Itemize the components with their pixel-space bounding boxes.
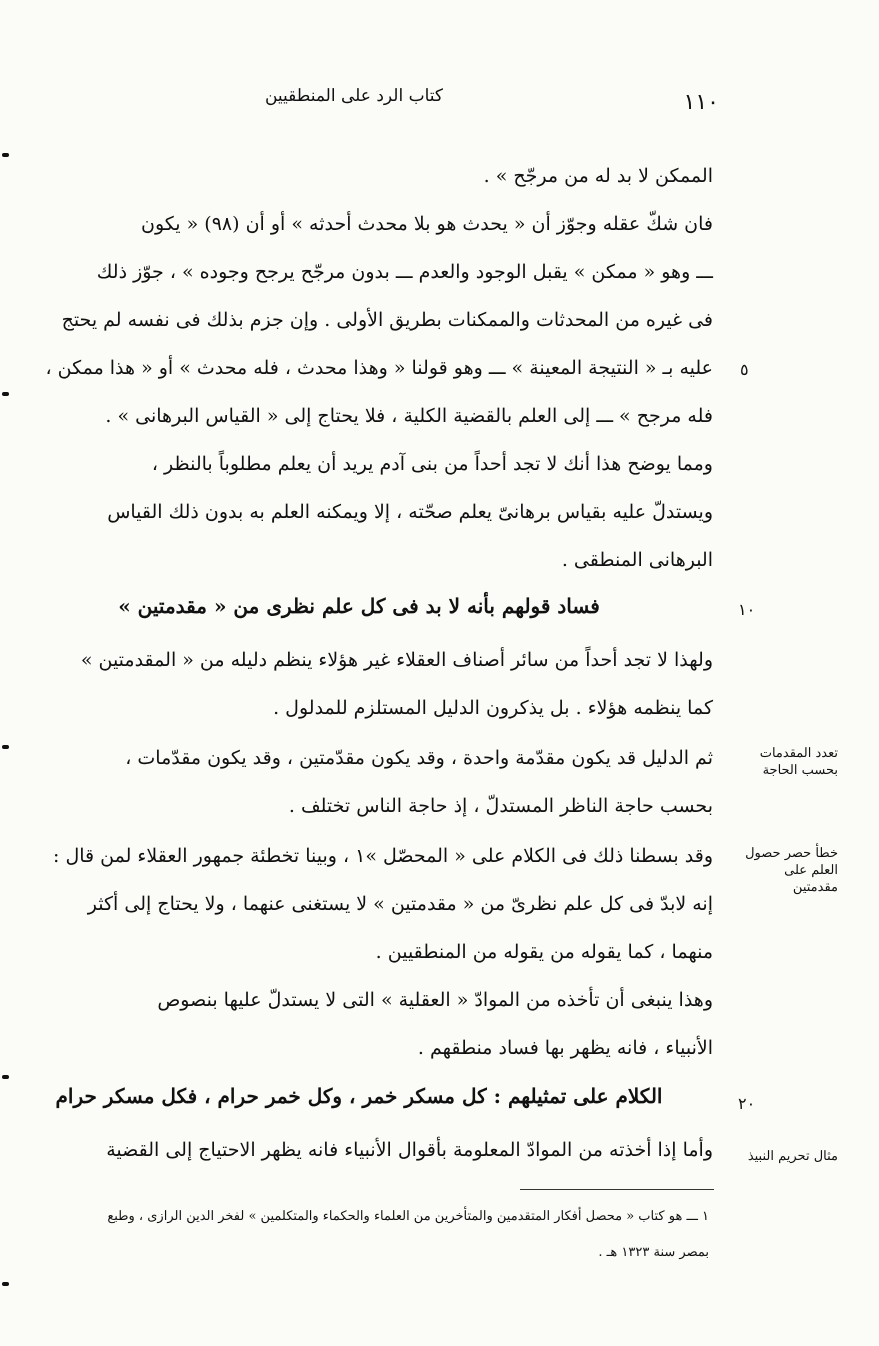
body-line: عليه بـ « النتيجة المعينة » ـــ وهو قولنا « وهذا محدث ، فله محدث » أو « هذا ممكن ، xyxy=(45,357,713,379)
page-number: ١١٠ xyxy=(683,90,719,115)
body-line: فان شكّ عقله وجوّز أن « يحدث هو بلا محدث أحدثه » أو أن (٩٨) « يكون xyxy=(141,213,713,235)
line-number-20: ٢٠ xyxy=(738,1094,756,1113)
margin-note: مثال تحريم النبيذ xyxy=(747,1149,838,1164)
body-line: فى غيره من المحدثات والممكنات بطريق الأولى . وإن جزم بذلك فى نفسه لم يحتج xyxy=(61,309,713,331)
body-line: وهذا ينبغى أن تأخذه من الموادّ « العقلية » التى لا يستدلّ عليها بنصوص xyxy=(157,989,713,1011)
body-line: ـــ وهو « ممكن » يقبل الوجود والعدم ـــ بدون مرجّح يرجح وجوده » ، جوّز ذلك xyxy=(96,261,713,283)
body-line: إنه لابدّ فى كل علم نظرىّ من « مقدمتين » لا يستغنى عنهما ، ولا يحتاج إلى أكثر xyxy=(87,893,713,915)
scan-mark xyxy=(2,392,9,396)
body-line: ومما يوضح هذا أنك لا تجد أحداً من بنى آدم يريد أن يعلم مطلوباً بالنظر ، xyxy=(151,453,713,475)
body-line: فله مرجح » ـــ إلى العلم بالقضية الكلية ، فلا يحتاج إلى « القياس البرهانى » . xyxy=(105,405,713,427)
scan-mark xyxy=(2,745,9,749)
body-line: كما ينظمه هؤلاء . بل يذكرون الدليل المستلزم للمدلول . xyxy=(273,697,713,719)
body-line: وأما إذا أخذته من الموادّ المعلومة بأقوال الأنبياء فانه يظهر الاحتياج إلى القضية xyxy=(106,1139,713,1161)
section-heading: الكلام على تمثيلهم : كل مسكر خمر ، وكل خمر حرام ، فكل مسكر حرام xyxy=(55,1084,663,1108)
scan-mark xyxy=(2,1075,9,1079)
footnote-divider xyxy=(520,1189,714,1190)
body-line: ولهذا لا تجد أحداً من سائر أصناف العقلاء غير هؤلاء ينظم دليله من « المقدمتين » xyxy=(80,649,713,671)
running-header-title: كتاب الرد على المنطقيين xyxy=(264,86,443,106)
body-line: منهما ، كما يقوله من يقوله من المنطقيين . xyxy=(375,941,713,963)
body-line: البرهانى المنطقى . xyxy=(561,549,713,571)
body-line: الممكن لا بد له من مرجّح » . xyxy=(483,165,713,187)
margin-note: تعدد المقدمات بحسب الحاجة xyxy=(759,746,838,778)
body-line: ويستدلّ عليه بقياس برهانىّ يعلم صحّته ، إلا ويمكنه العلم به بدون ذلك القياس xyxy=(107,501,713,523)
section-heading: فساد قولهم بأنه لا بد فى كل علم نظرى من « مقدمتين » xyxy=(118,594,600,618)
body-line: الأنبياء ، فانه يظهر بها فساد منطقهم . xyxy=(417,1037,713,1059)
footnote-line: ١ ـــ هو كتاب « محصل أفكار المتقدمين والمتأخرين من العلماء والحكماء والمتكلمين » لفخر الدين الرازى ، وطبع xyxy=(107,1209,709,1224)
scan-mark xyxy=(2,153,9,157)
body-line: بحسب حاجة الناظر المستدلّ ، إذ حاجة الناس تختلف . xyxy=(288,795,713,817)
margin-note: خطأ حصر حصول العلم على مقدمتين xyxy=(745,846,838,895)
body-line: ثم الدليل قد يكون مقدّمة واحدة ، وقد يكون مقدّمتين ، وقد يكون مقدّمات ، xyxy=(125,747,713,769)
body-line: وقد بسطنا ذلك فى الكلام على « المحصّل »١ ، وبينا تخطئة جمهور العقلاء لمن قال : xyxy=(53,845,713,867)
scan-mark xyxy=(2,1282,9,1286)
footnote-line: بمصر سنة ١٣٢٣ هـ . xyxy=(598,1245,709,1260)
line-number-10: ١٠ xyxy=(738,600,756,619)
line-number-5: ٥ xyxy=(740,360,749,379)
